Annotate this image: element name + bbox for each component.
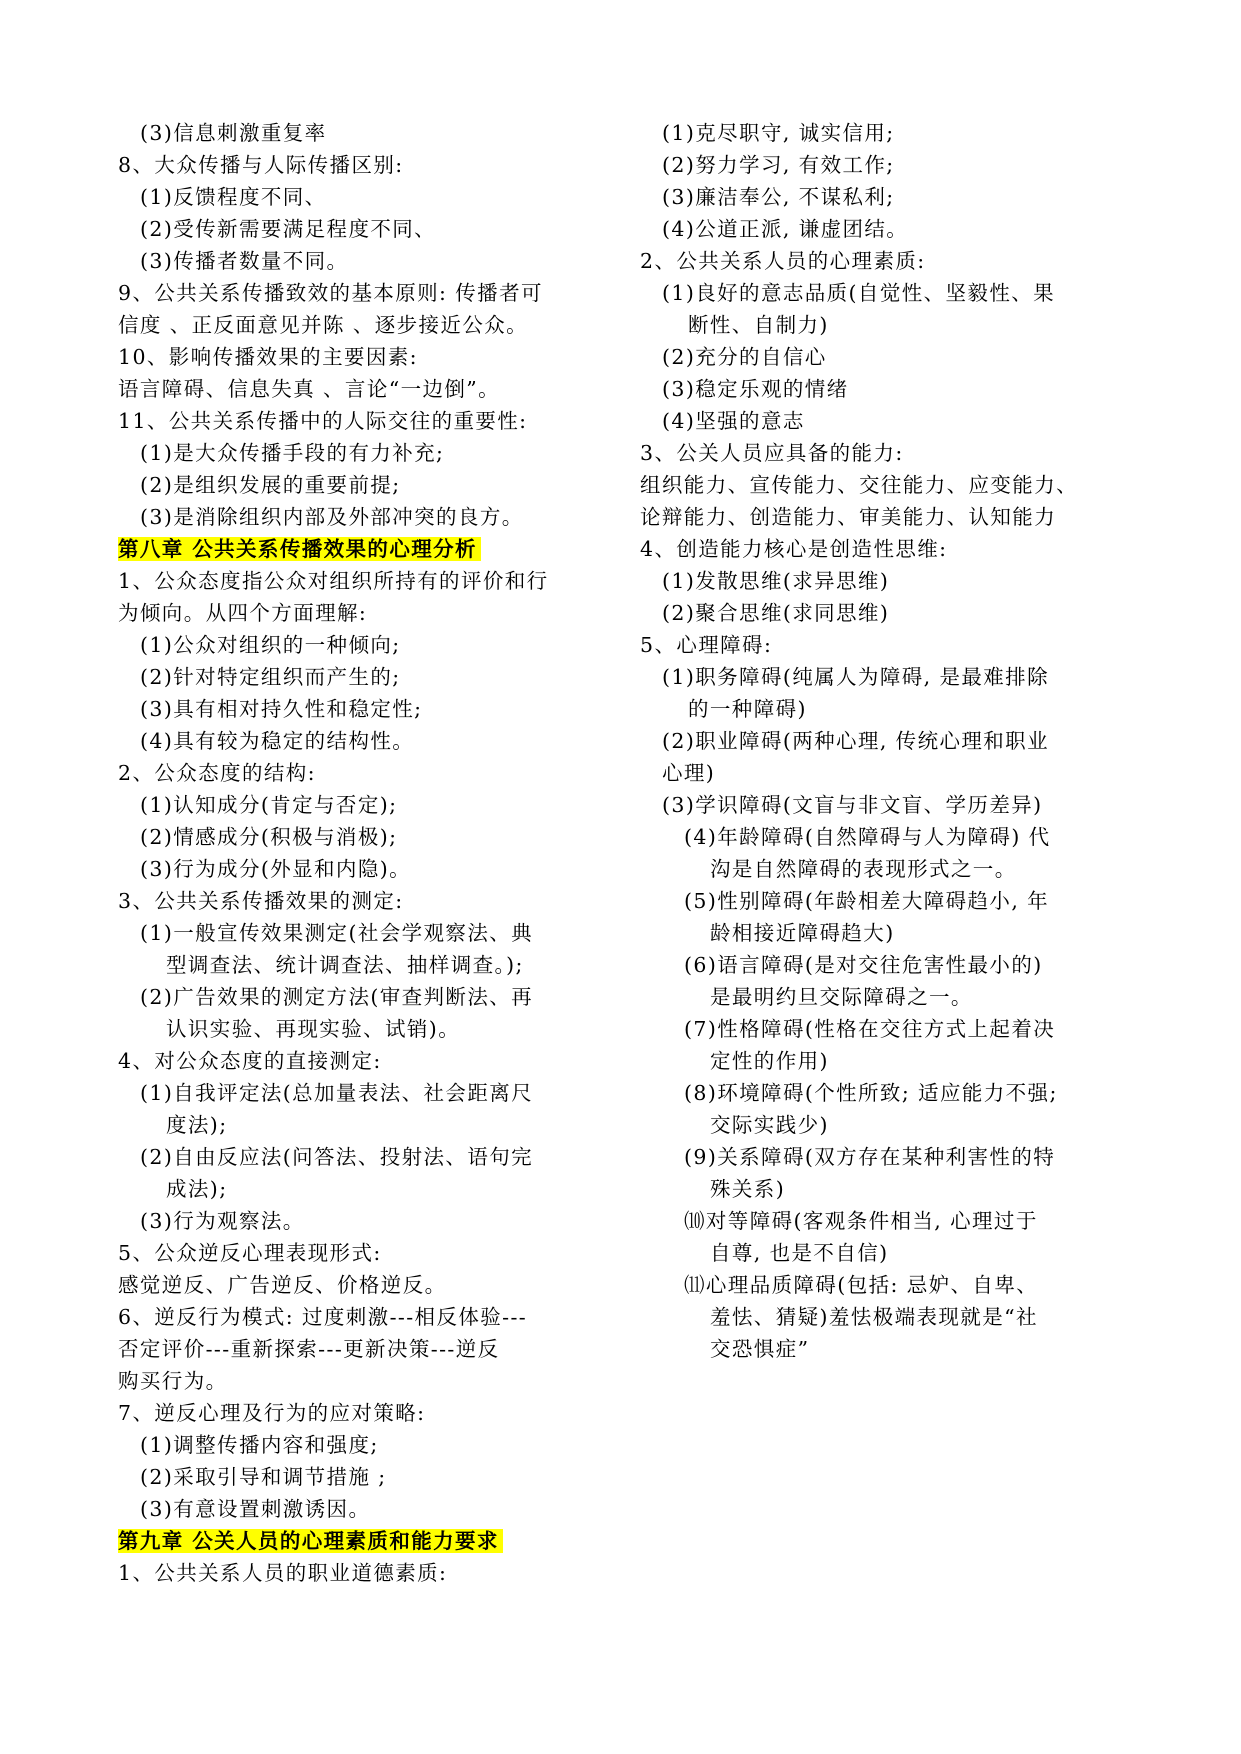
text-line: (1)自我评定法(总加量表法、社会距离尺 xyxy=(140,1081,534,1105)
text-line: (4)坚强的意志 xyxy=(662,409,805,433)
text-line: 定性的作用) xyxy=(710,1049,829,1073)
text-line: (2)是组织发展的重要前提; xyxy=(140,473,401,497)
text-line: (5)性别障碍(年龄相差大障碍趋小, 年 xyxy=(684,889,1050,913)
text-line: 交恐惧症” xyxy=(710,1337,810,1361)
text-line: 7、逆反心理及行为的应对策略: xyxy=(118,1401,426,1425)
text-line: 3、公关人员应具备的能力: xyxy=(640,441,904,465)
text-line: 沟是自然障碍的表现形式之一。 xyxy=(710,857,1017,881)
text-line: 认识实验、再现实验、试销)。 xyxy=(166,1017,461,1041)
text-line: 的一种障碍) xyxy=(688,697,807,721)
text-line: (2)职业障碍(两种心理, 传统心理和职业 xyxy=(662,729,1049,753)
text-line: 羞怯、猜疑)羞怯极端表现就是“社 xyxy=(710,1305,1038,1329)
text-line: 感觉逆反、广告逆反、价格逆反。 xyxy=(118,1273,447,1297)
text-line: (3)传播者数量不同。 xyxy=(140,249,349,273)
text-line: 型调查法、统计调查法、抽样调查。); xyxy=(166,953,524,977)
text-line: 信度 、正反面意见并陈 、逐步接近公众。 xyxy=(118,313,529,337)
text-line: (4)年龄障碍(自然障碍与人为障碍) 代 xyxy=(684,825,1051,849)
text-line: 11、公共关系传播中的人际交往的重要性: xyxy=(118,409,528,433)
text-line: (1)克尽职守, 诚实信用; xyxy=(662,121,895,145)
text-line: 成法); xyxy=(166,1177,228,1201)
text-line: 语言障碍、信息失真 、言论“一边倒”。 xyxy=(118,377,501,401)
text-line: (2)情感成分(积极与消极); xyxy=(140,825,398,849)
text-line: 组织能力、宣传能力、交往能力、应变能力、 xyxy=(640,473,1078,497)
text-line: (3)学识障碍(文盲与非文盲、学历差异) xyxy=(662,793,1043,817)
text-line: (3)行为成分(外显和内隐)。 xyxy=(140,857,412,881)
text-line: 2、公众态度的结构: xyxy=(118,761,316,785)
text-line: (3)行为观察法。 xyxy=(140,1209,305,1233)
text-line: 4、对公众态度的直接测定: xyxy=(118,1049,382,1073)
text-line: (2)自由反应法(问答法、投射法、语句完 xyxy=(140,1145,534,1169)
text-line: (1)职务障碍(纯属人为障碍, 是最难排除 xyxy=(662,665,1049,689)
text-line: (1)认知成分(肯定与否定); xyxy=(140,793,398,817)
text-line: (3)有意设置刺激诱因。 xyxy=(140,1497,371,1521)
text-line: (3)信息刺激重复率 xyxy=(140,121,327,145)
text-line: (3)稳定乐观的情绪 xyxy=(662,377,849,401)
text-line: 否定评价---重新探索---更新决策---逆反 xyxy=(118,1337,500,1361)
text-line: (1)反馈程度不同、 xyxy=(140,185,327,209)
text-line: (2)受传新需要满足程度不同、 xyxy=(140,217,437,241)
text-line: 心理) xyxy=(662,761,716,785)
text-line: 6、逆反行为模式: 过度刺激---相反体验--- xyxy=(118,1305,528,1329)
text-line: ⑽对等障碍(客观条件相当, 心理过于 xyxy=(684,1209,1038,1233)
text-line: 断性、自制力) xyxy=(688,313,829,337)
text-line: (6)语言障碍(是对交往危害性最小的) xyxy=(684,953,1043,977)
text-line: 4、创造能力核心是创造性思维: xyxy=(640,537,948,561)
text-line: 2、公共关系人员的心理素质: xyxy=(640,249,926,273)
text-line: 论辩能力、创造能力、审美能力、认知能力 xyxy=(640,505,1057,529)
text-line: (2)努力学习, 有效工作; xyxy=(662,153,895,177)
text-line: (1)良好的意志品质(自觉性、坚毅性、果 xyxy=(662,281,1056,305)
text-line: 交际实践少) xyxy=(710,1113,829,1137)
text-line: ⑾心理品质障碍(包括: 忌妒、自卑、 xyxy=(684,1273,1039,1297)
text-line: 1、公共关系人员的职业道德素质: xyxy=(118,1561,448,1585)
text-line: 殊关系) xyxy=(710,1177,786,1201)
text-line: 5、心理障碍: xyxy=(640,633,773,657)
text-line: 5、公众逆反心理表现形式: xyxy=(118,1241,382,1265)
text-line: (2)充分的自信心 xyxy=(662,345,827,369)
text-line: (9)关系障碍(双方存在某种利害性的特 xyxy=(684,1145,1056,1169)
text-line: (1)公众对组织的一种倾向; xyxy=(140,633,401,657)
left-column xyxy=(118,117,605,1589)
text-line: 是最明约旦交际障碍之一。 xyxy=(710,985,973,1009)
text-line: (1)一般宣传效果测定(社会学观察法、典 xyxy=(140,921,534,945)
chapter-heading xyxy=(118,533,605,565)
text-line: (2)广告效果的测定方法(审查判断法、再 xyxy=(140,985,534,1009)
text-line: (4)公道正派, 谦虚团结。 xyxy=(662,217,909,241)
text-line: (8)环境障碍(个性所致; 适应能力不强; xyxy=(684,1081,1058,1105)
text-line: (2)针对特定组织而产生的; xyxy=(140,665,401,689)
text-line: 3、公共关系传播效果的测定: xyxy=(118,889,404,913)
text-line: (4)具有较为稳定的结构性。 xyxy=(140,729,415,753)
right-column xyxy=(640,117,1130,1365)
text-line: 8、大众传播与人际传播区别: xyxy=(118,153,404,177)
text-line: (3)具有相对持久性和稳定性; xyxy=(140,697,423,721)
text-line: 9、公共关系传播致效的基本原则: 传播者可 xyxy=(118,281,543,305)
text-line: 1、公众态度指公众对组织所持有的评价和行 xyxy=(118,569,549,593)
text-line: 龄相接近障碍趋大) xyxy=(710,921,895,945)
chapter-heading xyxy=(118,1525,605,1557)
text-line: 10、影响传播效果的主要因素: xyxy=(118,345,418,369)
text-line: (2)采取引导和调节措施 ; xyxy=(140,1465,387,1489)
text-line: 购买行为。 xyxy=(118,1369,228,1393)
text-line: (3)廉洁奉公, 不谋私利; xyxy=(662,185,895,209)
text-line: 为倾向。从四个方面理解: xyxy=(118,601,368,625)
text-line: (7)性格障碍(性格在交往方式上起着决 xyxy=(684,1017,1056,1041)
chapter-heading-text: 第八章 公共关系传播效果的心理分析 xyxy=(118,537,481,561)
text-line: (1)调整传播内容和强度; xyxy=(140,1433,379,1457)
text-line: 度法); xyxy=(166,1113,228,1137)
text-line: (2)聚合思维(求同思维) xyxy=(662,601,890,625)
text-line: (1)是大众传播手段的有力补充; xyxy=(140,441,445,465)
chapter-heading-text: 第九章 公关人员的心理素质和能力要求 xyxy=(118,1529,503,1553)
text-line: (3)是消除组织内部及外部冲突的良方。 xyxy=(140,505,524,529)
text-line: 自尊, 也是不自信) xyxy=(710,1241,889,1265)
text-line: (1)发散思维(求异思维) xyxy=(662,569,890,593)
